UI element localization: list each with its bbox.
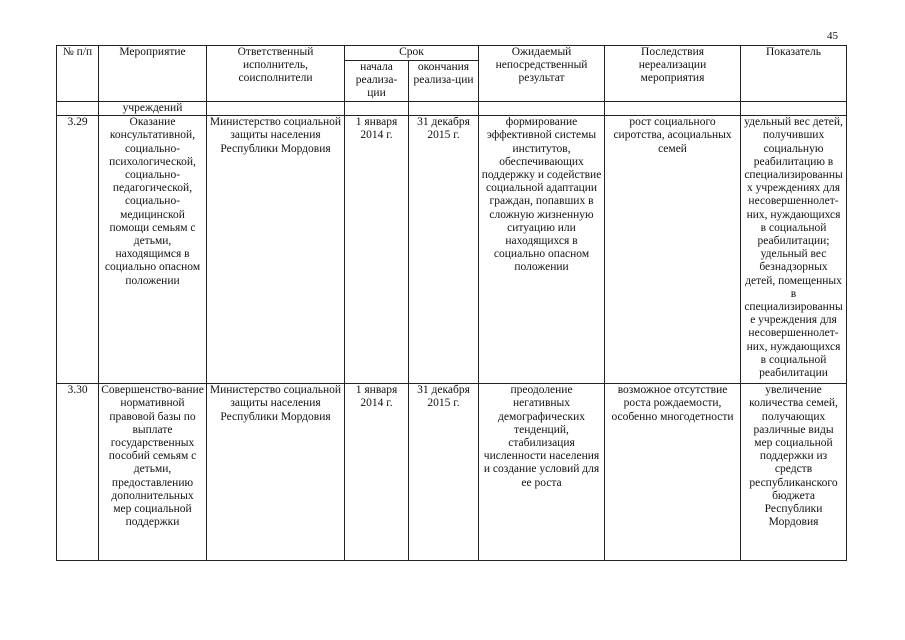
cell — [207, 102, 345, 116]
cell-responsible: Министерство социальной защиты населения Республики Мордовия — [207, 384, 345, 561]
header-consequences: Последствия нереализации мероприятия — [605, 46, 741, 102]
cell-start: 1 января 2014 г. — [345, 384, 409, 561]
cell-num: 3.29 — [57, 116, 99, 384]
header-event: Мероприятие — [99, 46, 207, 102]
cell — [741, 102, 847, 116]
cell-consequences: возможное отсутствие роста рождаемости, особенно многодетности — [605, 384, 741, 561]
header-term-end: окончания реализа-ции — [409, 61, 479, 102]
header-responsible: Ответственный исполнитель, соисполнители — [207, 46, 345, 102]
cell-num: 3.30 — [57, 384, 99, 561]
cell-expected: преодоление негативных демографических тенденций, стабилизация численности населения и создание условий для ее роста — [479, 384, 605, 561]
cell-responsible: Министерство социальной защиты населения Республики Мордовия — [207, 116, 345, 384]
header-row — [57, 46, 847, 61]
cell-event: учреждений — [99, 102, 207, 116]
page-number: 45 — [827, 30, 838, 42]
header-num: № п/п — [57, 46, 99, 102]
cell-indicator: удельный вес детей, получивших социальную реабилитацию в специализированных учреждениях для несовершеннолет-них, нуждающихся в социальной реабилитации; удельный вес безнадзорных детей, помещенных в специализированные учреждения для несовершеннолет-них, нуждающихся в социальной реабилитации — [741, 116, 847, 384]
cell — [409, 102, 479, 116]
cell-consequences: рост социального сиротства, асоциальных семей — [605, 116, 741, 384]
continuation-row — [57, 102, 847, 116]
cell — [605, 102, 741, 116]
cell — [345, 102, 409, 116]
cell-end: 31 декабря 2015 г. — [409, 116, 479, 384]
header-term-start: начала реализа-ции — [345, 61, 409, 102]
table-row — [57, 116, 847, 384]
cell-event: Оказание консультативной, социально-психологической, социально-педагогической, социально-медицинской помощи семьям с детьми, находящимся в социально опасном положении — [99, 116, 207, 384]
table-row — [57, 384, 847, 561]
cell-start: 1 января 2014 г. — [345, 116, 409, 384]
cell — [57, 102, 99, 116]
action-plan-table — [56, 45, 847, 561]
header-indicator: Показатель — [741, 46, 847, 102]
header-expected: Ожидаемый непосредственный результат — [479, 46, 605, 102]
cell-end: 31 декабря 2015 г. — [409, 384, 479, 561]
cell-indicator: увеличение количества семей, получающих различные виды мер социальной поддержки из средств республиканского бюджета Республики Мордовия — [741, 384, 847, 561]
cell-event: Совершенство-вание нормативной правовой базы по выплате государственных пособий семьям с детьми, предоставлению дополнительных мер социальной поддержки — [99, 384, 207, 561]
header-term: Срок — [345, 46, 479, 61]
cell-expected: формирование эффективной системы институтов, обеспечивающих поддержку и содействие социальной адаптации граждан, попавших в сложную жизненную ситуацию или находящихся в социально опасном положении — [479, 116, 605, 384]
cell — [479, 102, 605, 116]
